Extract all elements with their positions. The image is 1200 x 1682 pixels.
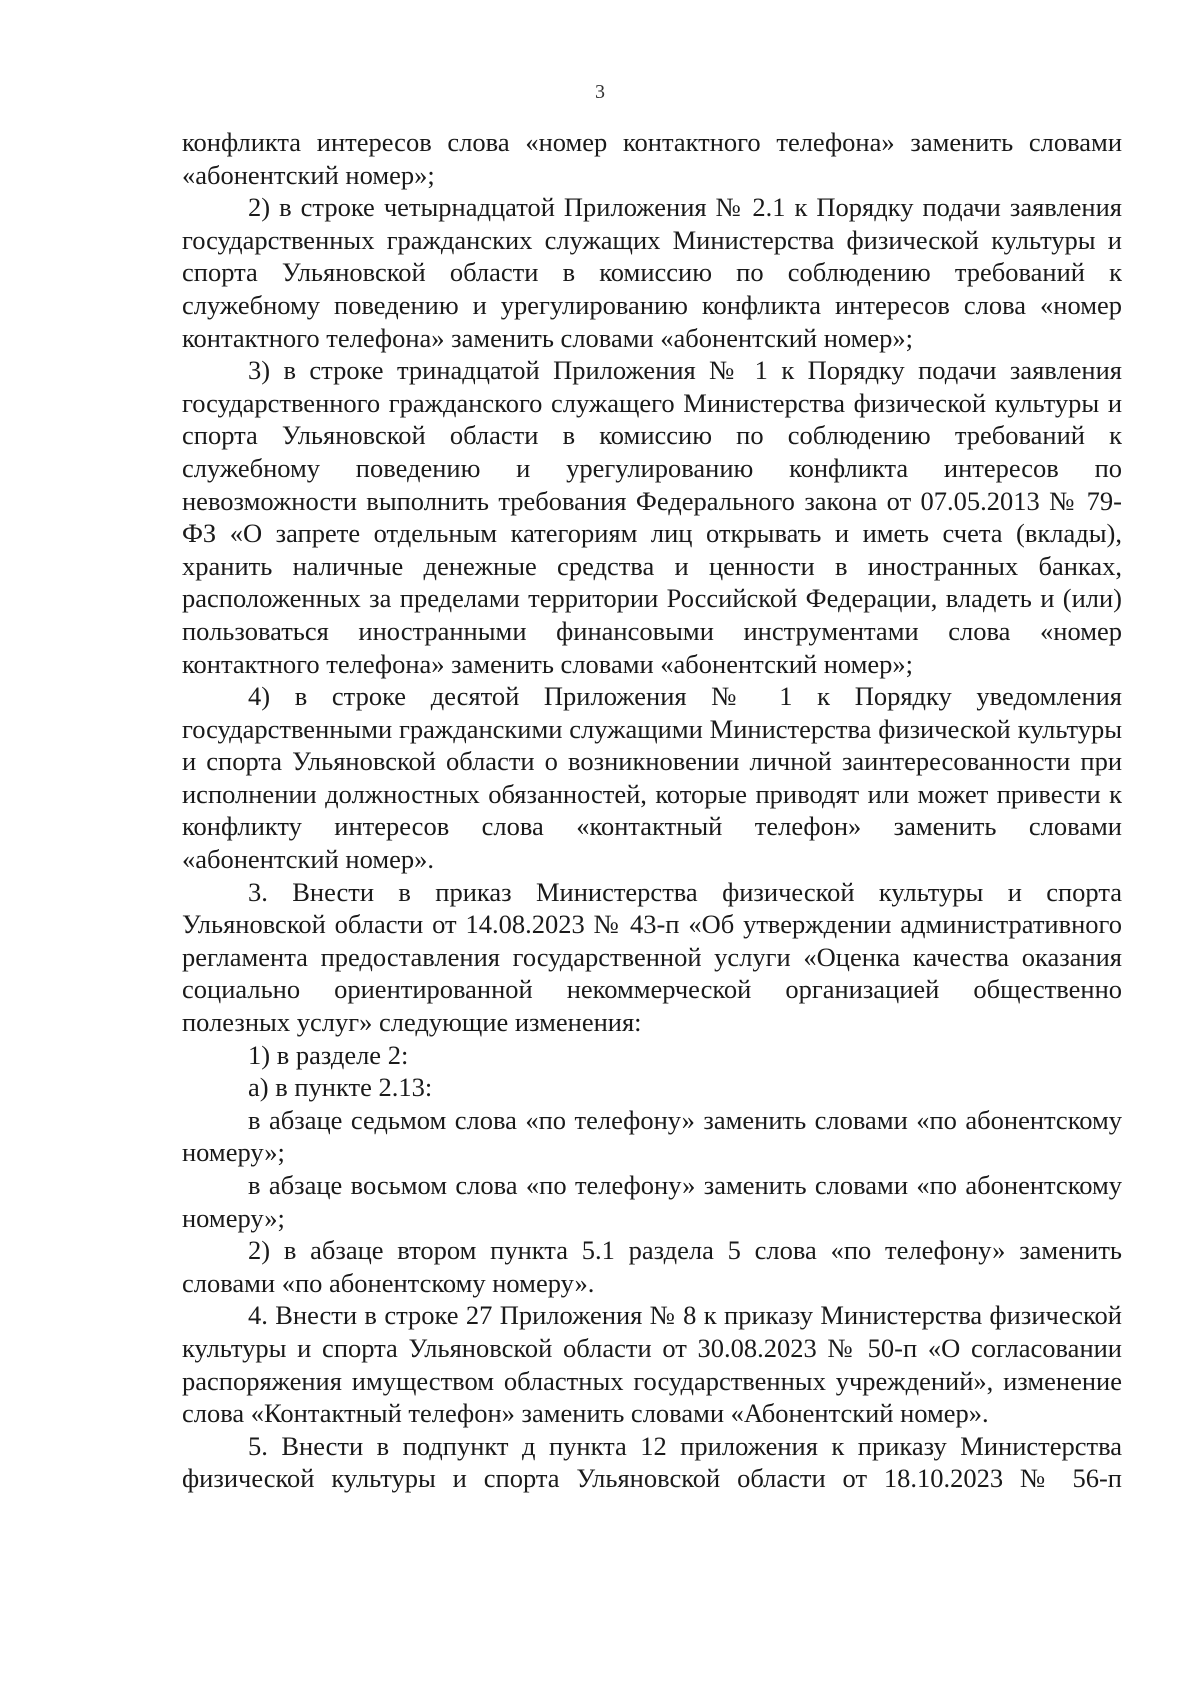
paragraph-section-4: 4. Внести в строке 27 Приложения № 8 к приказу Министерства физической культуры и спорта Ульяновской области от 30.08.2023 № 50-п «О согласовании распоряжения имуществом областных государственных учреждений», изменение слова «Контактный телефон» заменить словами «Абонентский номер». — [182, 1300, 1122, 1429]
paragraph-item-3-2: 2) в абзаце втором пункта 5.1 раздела 5 слова «по телефону» заменить словами «по абонентскому номеру». — [182, 1235, 1122, 1298]
paragraph-item-2-2: 2) в строке четырнадцатой Приложения № 2.1 к Порядку подачи заявления государственных гражданских служащих Министерства физической культуры и спорта Ульяновской области в комиссию по соблюдению требований к служебному поведению и урегулированию конфликта интересов слова «номер контактного телефона» заменить словами «абонентский номер»; — [182, 192, 1122, 353]
paragraph-continuation: конфликта интересов слова «номер контактного телефона» заменить словами «абонентский номер»; — [182, 127, 1122, 190]
paragraph-abzac-8: в абзаце восьмом слова «по телефону» заменить словами «по абонентскому номеру»; — [182, 1170, 1122, 1233]
paragraph-section-5: 5. Внести в подпункт д пункта 12 приложения к приказу Министерства физической культуры и спорта Ульяновской области от 18.10.2023 № 56-п — [182, 1430, 1122, 1494]
paragraph-item-2-3: 3) в строке тринадцатой Приложения № 1 к Порядку подачи заявления государственного гражданского служащего Министерства физической культуры и спорта Ульяновской области в комиссию по соблюдению требований к служебному поведению и урегулированию конфликта интересов по невозможности выполнить требования Федерального закона от 07.05.2013 № 79-ФЗ «О запрете отдельным категориям лиц открывать и иметь счета (вклады), хранить наличные денежные средства и ценности в иностранных банках, расположенных за пределами территории Российской Федерации, владеть и (или) пользоваться иностранными финансовыми инструментами слова «номер контактного телефона» заменить словами «абонентский номер»; — [182, 355, 1122, 679]
paragraph-section-3: 3. Внести в приказ Министерства физической культуры и спорта Ульяновской области от 14.08.2023 № 43-п «Об утверждении административного регламента предоставления государственной услуги «Оценка качества оказания социально ориентированной некоммерческой организацией общественно полезных услуг» следующие изменения: — [182, 876, 1122, 1038]
paragraph-item-2-4: 4) в строке десятой Приложения № 1 к Порядку уведомления государственными гражданскими служащими Министерства физической культуры и спорта Ульяновской области о возникновении личной заинтересованности при исполнении должностных обязанностей, которые приводят или может привести к конфликту интересов слова «контактный телефон» заменить словами «абонентский номер». — [182, 681, 1122, 875]
page-number: 3 — [595, 81, 605, 103]
document-body — [182, 126, 1122, 1495]
paragraph-item-3-1: 1) в разделе 2: — [248, 1039, 409, 1070]
paragraph-item-3-1-a: а) в пункте 2.13: — [248, 1072, 433, 1103]
paragraph-abzac-7: в абзаце седьмом слова «по телефону» заменить словами «по абонентскому номеру»; — [182, 1104, 1122, 1168]
